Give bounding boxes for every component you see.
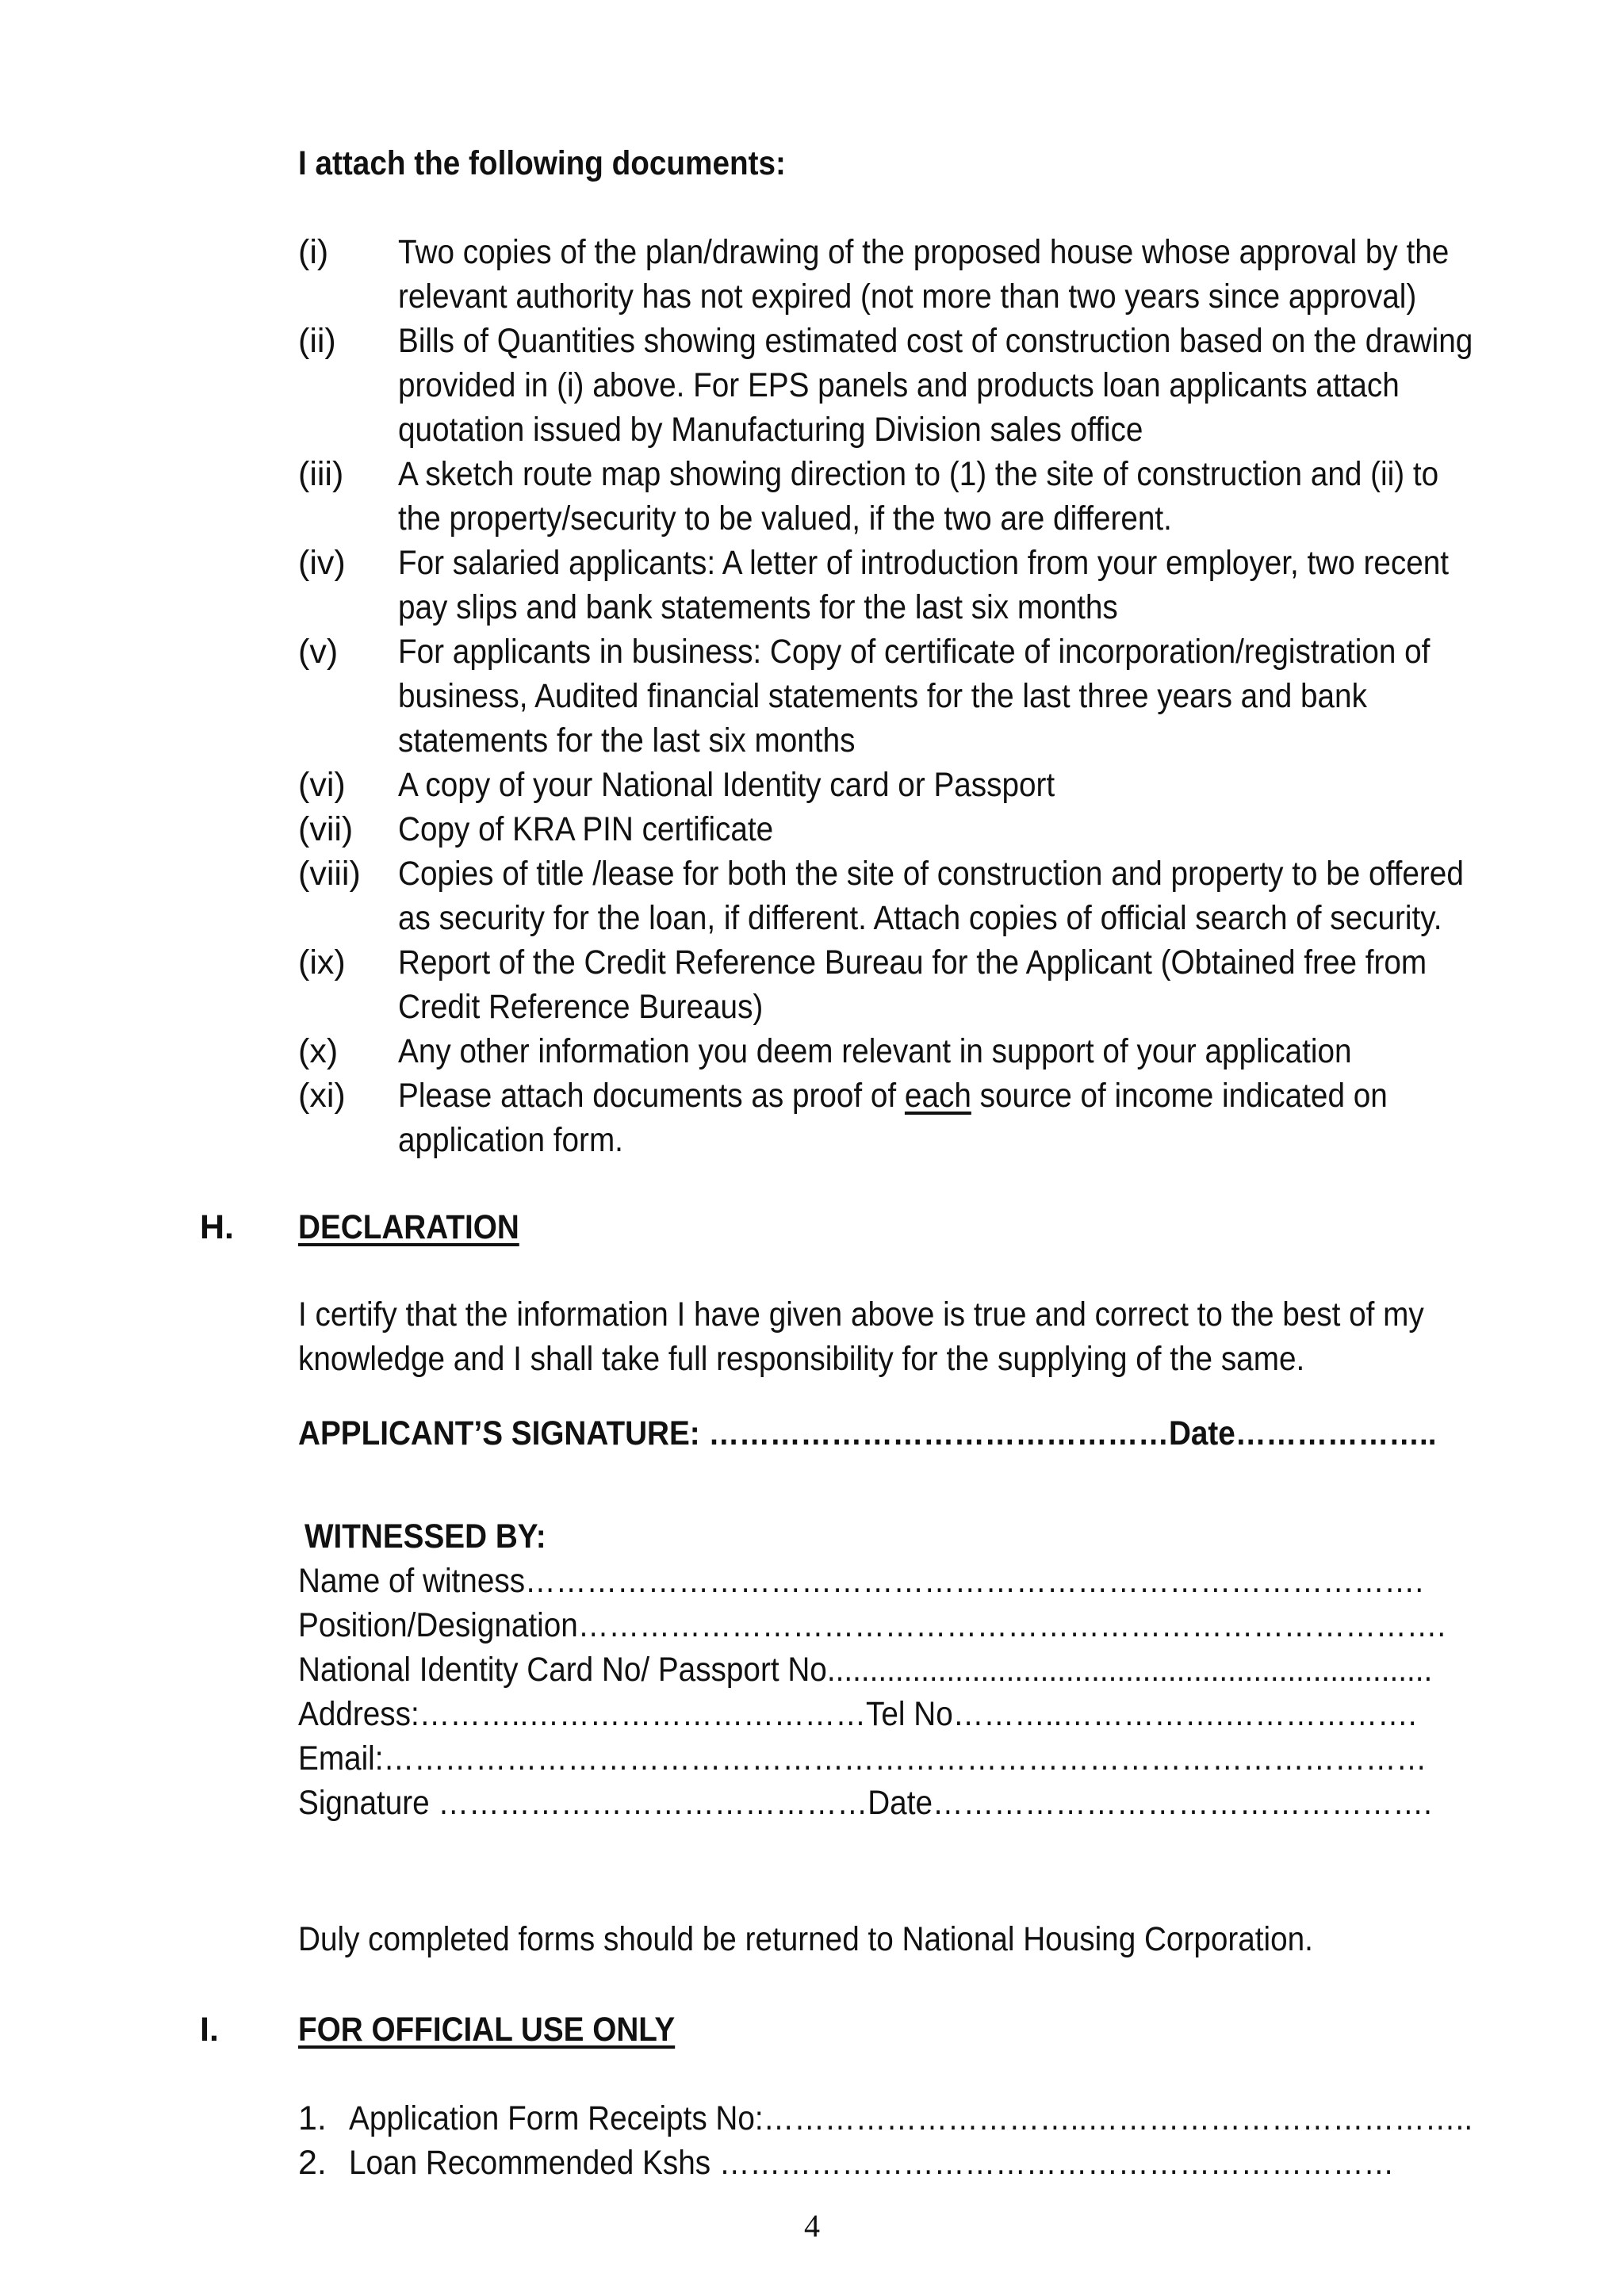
list-item-number: (v) [298,633,339,671]
list-item [298,1029,1519,1073]
list-item-text: as security for the loan, if different. Attach copies of official search of security. [398,899,1442,937]
list-item-number: (iv) [298,544,346,582]
list-item-text: Copies of title /lease for both the site of construction and property to be offered [398,855,1464,893]
list-item-number: (xi) [298,1077,346,1115]
attach-heading: I attach the following documents: [298,144,786,182]
list-item-text: relevant authority has not expired (not more than two years since approval) [398,277,1417,316]
list-item-number: (vi) [298,766,346,804]
list-item-number: 2. [298,2144,327,2182]
list-item-number: (x) [298,1032,339,1070]
declaration-text: I certify that the information I have given above is true and correct to the best of my knowledge and I shall take full responsibility for the supplying of the same. [298,1295,1424,1378]
list-item-number: 1. [298,2099,327,2137]
list-item-text: A copy of your National Identity card or Passport [398,766,1055,804]
list-item [298,2141,1535,2185]
list-item-text: application form. [398,1121,623,1159]
list-item-text: A sketch route map showing direction to (1) the site of construction and (ii) to [398,455,1439,493]
list-item [298,2096,1535,2141]
list-item-text: Application Form Receipts No:…………………………..……………………………….. [349,2099,1473,2137]
list-item-number: (ix) [298,943,346,982]
list-item-text: Bills of Quantities showing estimated cost of construction based on the drawing [398,322,1473,360]
list-item-text: business, Audited financial statements for the last three years and bank [398,677,1367,715]
list-item-text: For salaried applicants: A letter of introduction from your employer, two recent [398,544,1450,582]
list-item [298,763,1519,807]
witness-block [298,1514,1535,1825]
witness-position-field: Position/Designation…………………………………………………………………………. [298,1606,1446,1644]
witness-name-field: Name of witness……………………………………………………………………………. [298,1562,1424,1600]
witness-id-field: National Identity Card No/ Passport No....................................................................... [298,1651,1433,1689]
list-item-text: Report of the Credit Reference Bureau for the Applicant (Obtained free from [398,943,1427,982]
list-item-number: (viii) [298,855,361,893]
official-use-list [298,2096,1535,2185]
applicant-signature-line: APPLICANT’S SIGNATURE: ………………………………………Date……………….. [298,1414,1437,1452]
list-item-text: provided in (i) above. For EPS panels and products loan applicants attach [398,366,1400,404]
list-item [298,541,1519,629]
section-i-letter: I. [200,2011,219,2049]
page-number: 4 [804,2208,820,2244]
return-note: Duly completed forms should be returned to National Housing Corporation. [298,1920,1313,1958]
witness-heading: WITNESSED BY: [304,1517,546,1556]
section-h-letter: H. [200,1208,234,1246]
list-item [298,629,1519,763]
witness-address-field: Address:………..……………………………Tel No………..…………….………………. [298,1695,1417,1733]
list-item-text: statements for the last six months [398,721,856,760]
list-item-text: For applicants in business: Copy of certificate of incorporation/registration of [398,633,1431,671]
list-item [298,319,1519,452]
list-item [298,230,1519,319]
declaration-title: DECLARATION [298,1208,519,1246]
official-use-title: FOR OFFICIAL USE ONLY [298,2011,676,2049]
list-item [298,940,1519,1029]
emphasis-each: each [904,1077,971,1115]
list-item-text: Loan Recommended Kshs ………………………………………………………… [349,2144,1395,2182]
list-item [298,807,1519,851]
list-item-text: Please attach documents as proof of each source of income indicated on [398,1077,1388,1115]
list-item-text: quotation issued by Manufacturing Division sales office [398,411,1143,449]
witness-signature-field: Signature ……………………………………Date…………………………………………. [298,1784,1432,1822]
list-item-text: the property/security to be valued, if the two are different. [398,499,1172,538]
list-item-number: (vii) [298,810,354,848]
list-item-number: (ii) [298,322,336,360]
list-item [298,452,1519,541]
list-item-text: Copy of KRA PIN certificate [398,810,774,848]
list-item-text: Credit Reference Bureaus) [398,988,764,1026]
list-item-text: Two copies of the plan/drawing of the proposed house whose approval by the [398,233,1450,271]
list-item [298,851,1519,940]
list-item-number: (i) [298,233,329,271]
list-item-text: pay slips and bank statements for the last six months [398,588,1118,626]
witness-email-field: Email:………………………………………………………………………………………… [298,1739,1427,1777]
list-item-number: (iii) [298,455,344,493]
list-item [298,1073,1519,1162]
documents-list [298,230,1519,1162]
list-item-text: Any other information you deem relevant in support of your application [398,1032,1352,1070]
